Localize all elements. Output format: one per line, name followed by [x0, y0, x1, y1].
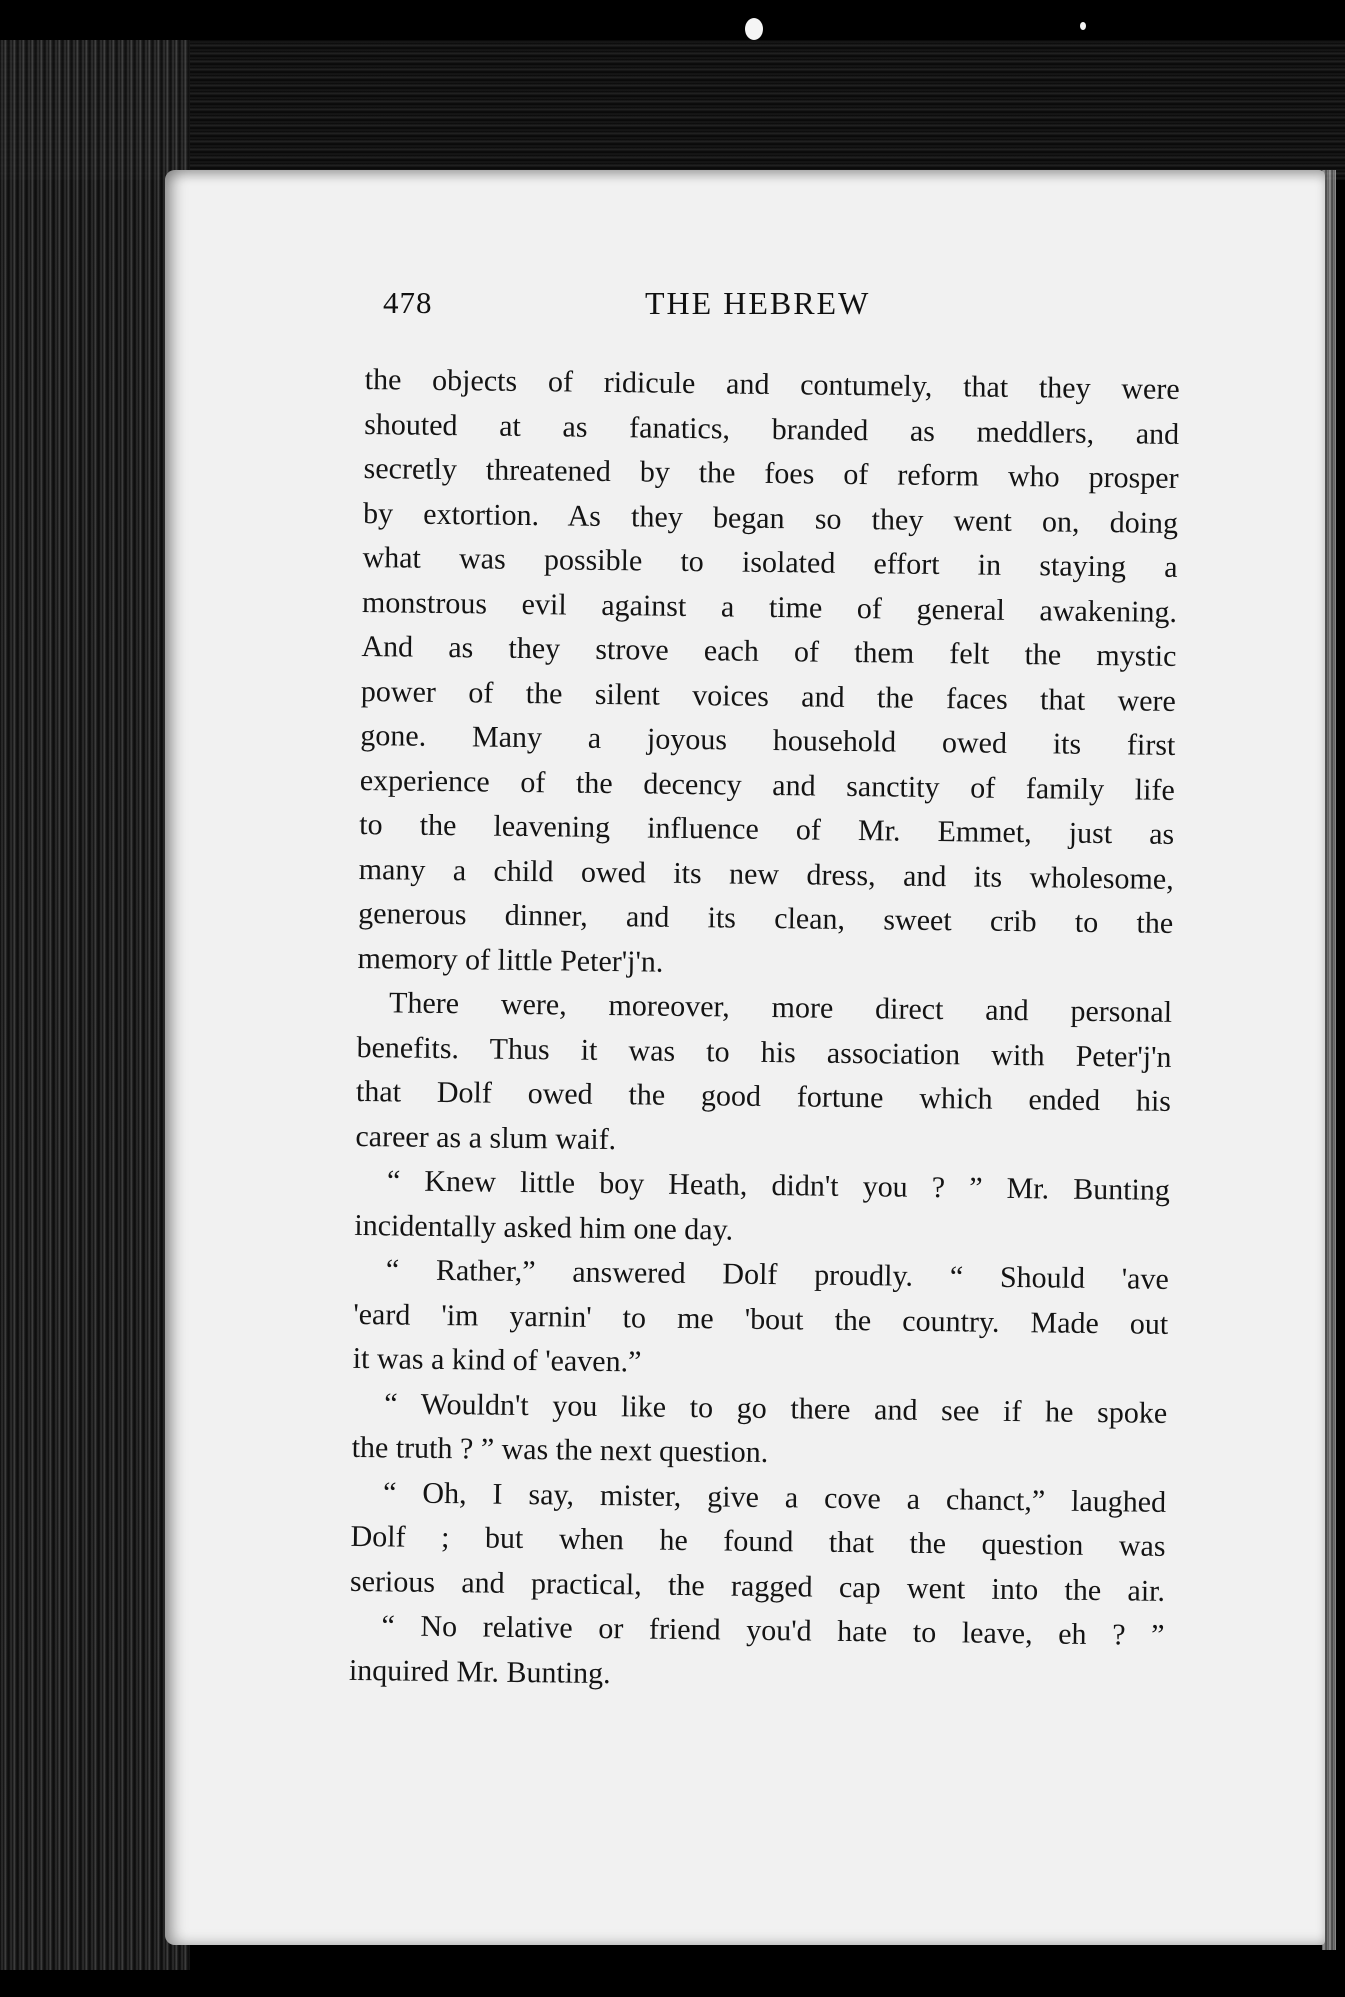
text-line: “ No relative or friend you'd hate to leave, eh ? ”: [381, 1609, 1165, 1652]
text-line: inquired Mr. Bunting.: [348, 1653, 611, 1690]
text-line: Dolf ; but when he found that the question was: [350, 1519, 1166, 1563]
text-line: that Dolf owed the good fortune which ended his: [355, 1074, 1172, 1118]
text-line: There were, moreover, more direct and personal: [388, 986, 1173, 1029]
text-line: benefits. Thus it was to his association with Peter'j'n: [356, 1030, 1172, 1074]
text-line: memory of little Peter'j'n.: [357, 941, 664, 979]
text-line: “ Oh, I say, mister, give a cove a chanct,” laughed: [382, 1475, 1167, 1519]
text-line: 'eard 'im yarnin' to me 'bout the country. Made out: [353, 1297, 1169, 1341]
text-line: many a child owed its new dress, and its wholesome,: [358, 852, 1174, 896]
text-line: by extortion. As they began so they went on, doing: [362, 496, 1179, 540]
text-line: incidentally asked him one day.: [354, 1208, 734, 1247]
text-line: career as a slum waif.: [355, 1119, 617, 1156]
text-line: monstrous evil against a time of general awakening.: [361, 585, 1178, 629]
body-text: [349, 358, 1180, 1703]
dust-speck: [1080, 22, 1086, 30]
page-number: 478: [383, 285, 433, 320]
text-line: the objects of ridicule and contumely, that they were: [364, 362, 1180, 406]
text-line: what was possible to isolated effort in staying a: [362, 540, 1178, 584]
text-line: power of the silent voices and the faces that were: [360, 674, 1177, 718]
dust-speck: [745, 18, 763, 40]
text-line: it was a kind of 'eaven.”: [352, 1341, 642, 1379]
text-line: gone. Many a joyous household owed its first: [360, 718, 1176, 762]
text-line: serious and practical, the ragged cap went into the air.: [349, 1564, 1166, 1608]
text-line: shouted at as fanatics, branded as meddlers, and: [363, 407, 1180, 451]
running-head: [383, 285, 1023, 329]
text-line: to the leavening influence of Mr. Emmet, just as: [359, 807, 1175, 851]
page-stack-left-edge: [0, 40, 190, 1970]
text-line: And as they strove each of them felt the mystic: [361, 629, 1177, 673]
text-line: “ Wouldn't you like to go there and see if he spoke: [384, 1386, 1168, 1430]
page-stack-top-edge: [0, 40, 1345, 180]
text-line: “ Knew little boy Heath, didn't you ? ” Mr. Bunting: [386, 1164, 1171, 1207]
text-line: generous dinner, and its clean, sweet crib to the: [358, 896, 1174, 940]
text-line: the truth ? ” was the next question.: [351, 1430, 769, 1470]
text-line: secretly threatened by the foes of reform who prosper: [363, 451, 1179, 495]
text-line: “ Rather,” answered Dolf proudly. “ Should 'ave: [385, 1253, 1170, 1296]
text-line: experience of the decency and sanctity of family life: [359, 763, 1175, 807]
book-title: THE HEBREW: [645, 285, 871, 321]
